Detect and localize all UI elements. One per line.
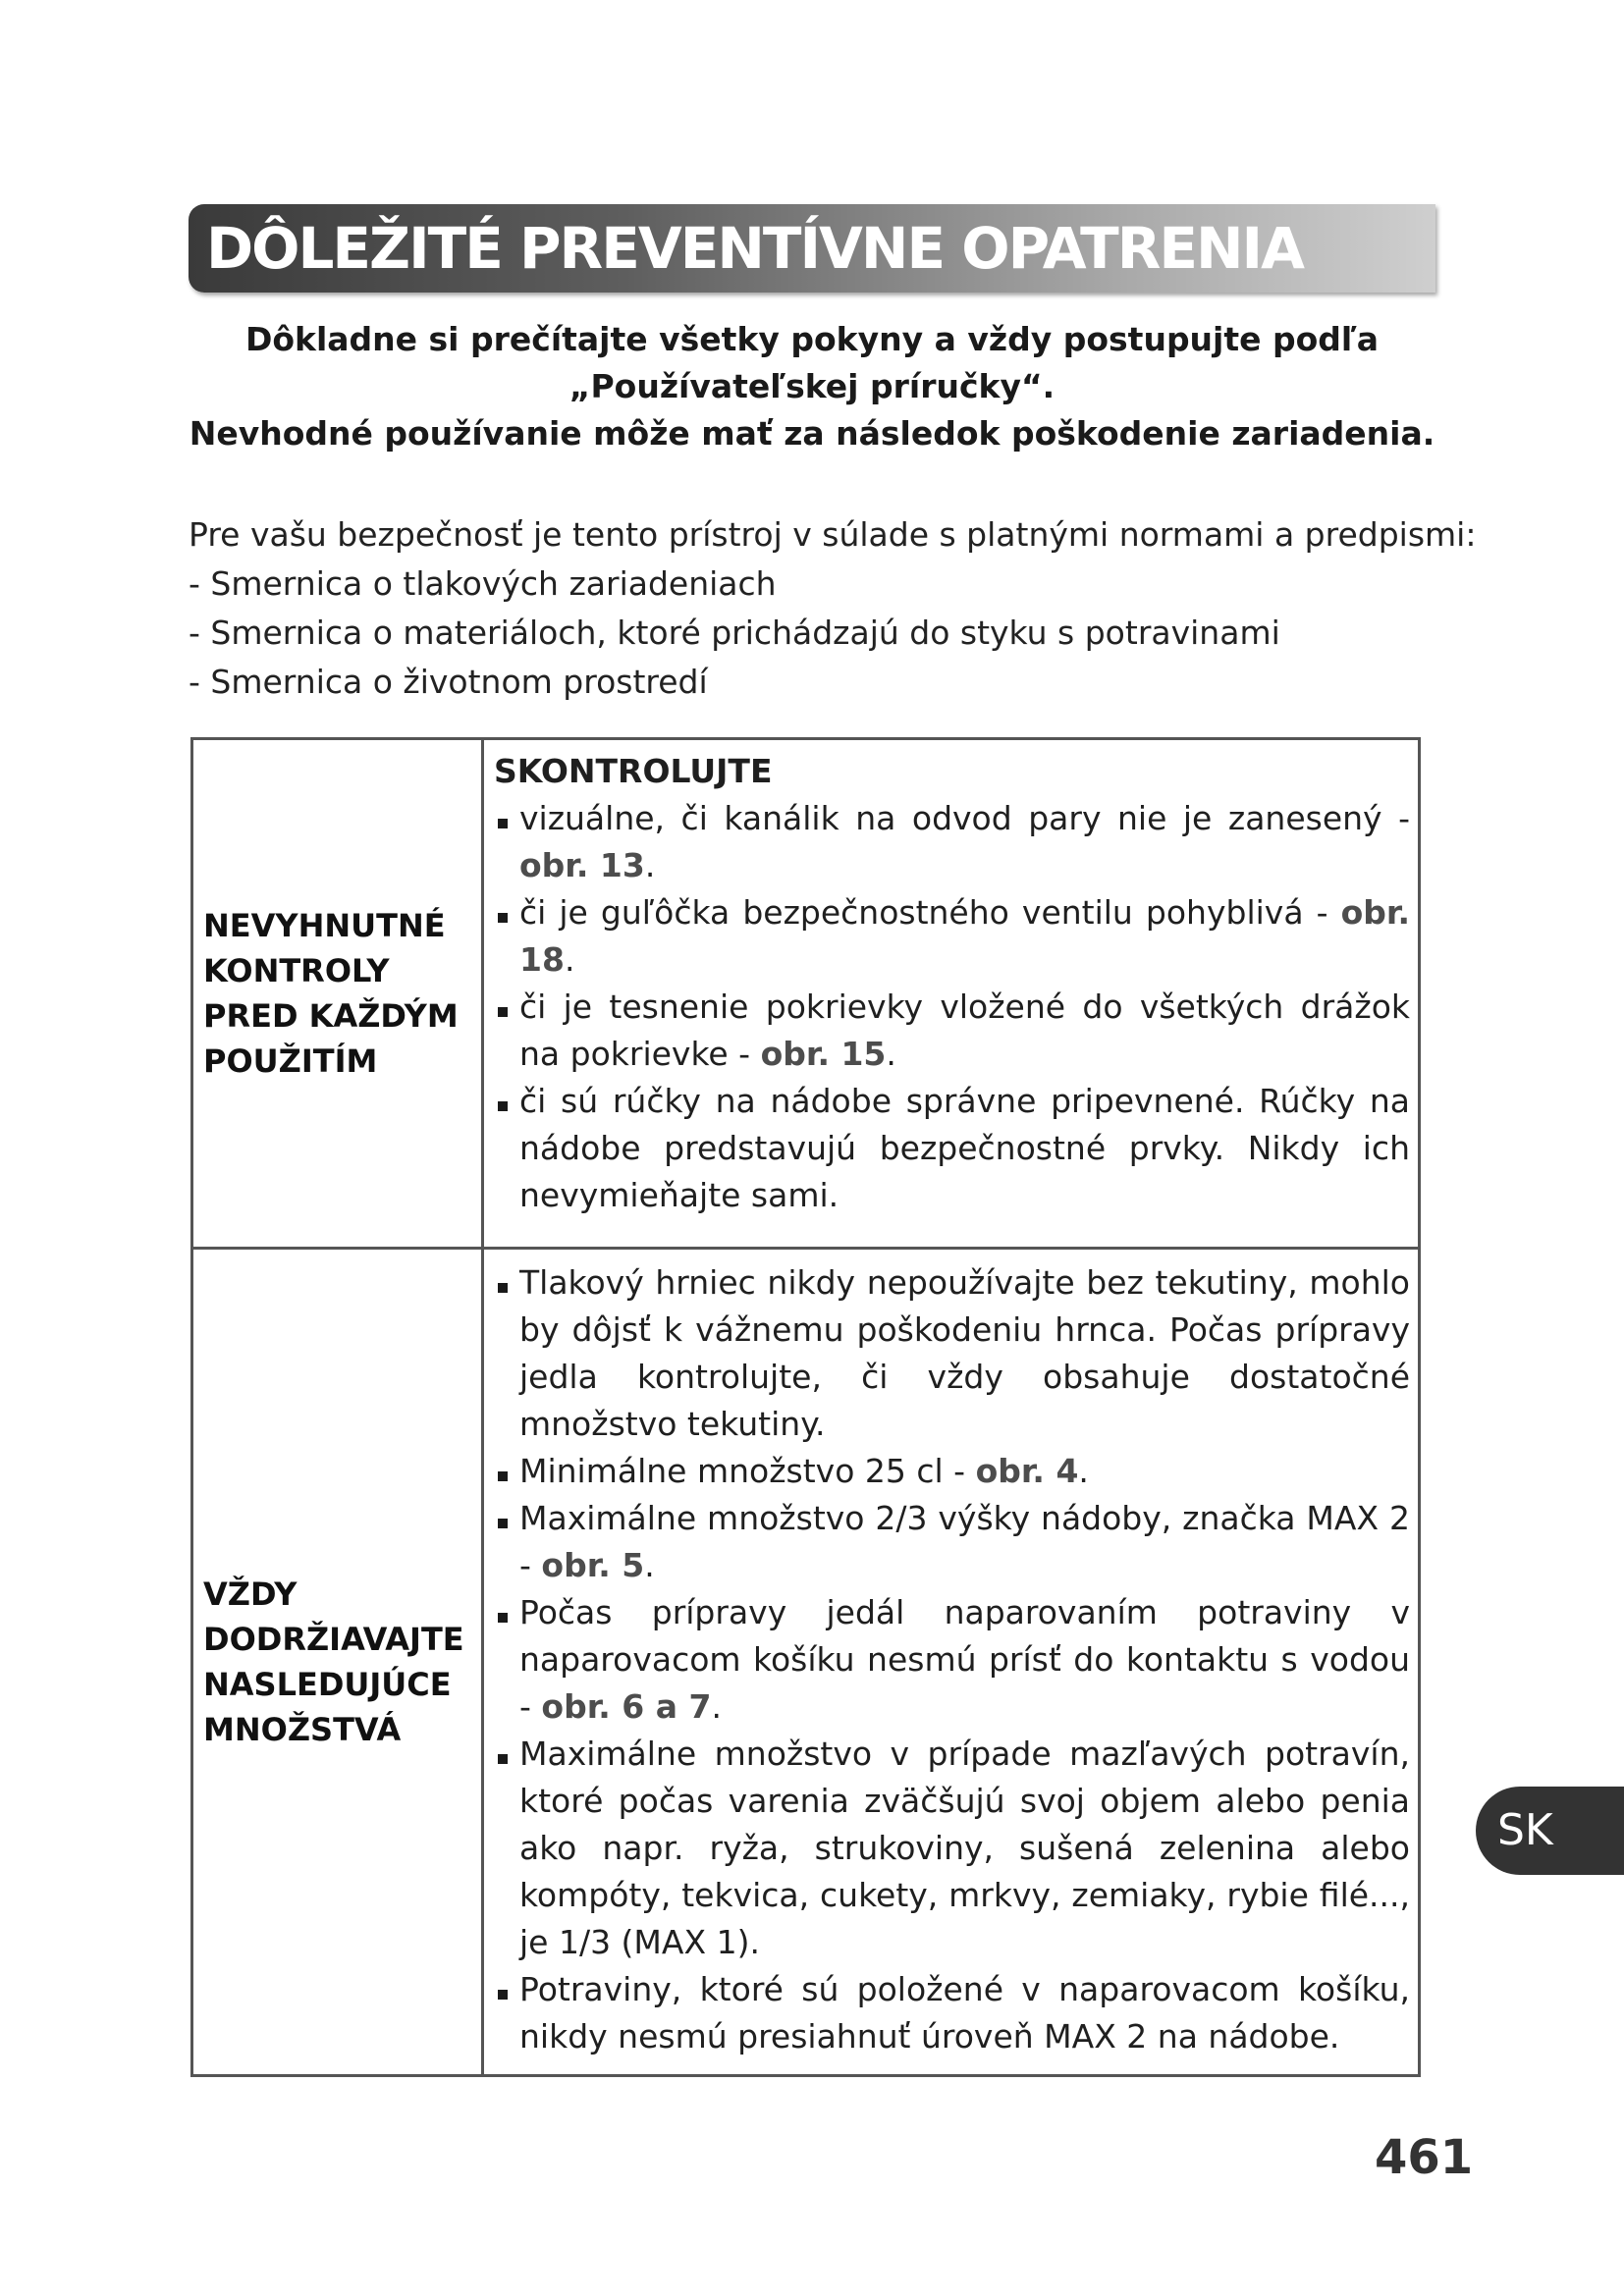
section-banner <box>189 204 1435 293</box>
row-label-line: MNOŽSTVÁ <box>203 1711 402 1748</box>
row-label-line: NEVYHNUTNÉ <box>203 907 446 944</box>
item-end: . <box>886 1035 896 1073</box>
row-label-line: DODRŽIAVAJTE <box>203 1621 464 1658</box>
item-end: . <box>564 940 575 979</box>
page-number: 461 <box>1375 2130 1474 2185</box>
table-row <box>192 739 1420 1249</box>
item-text: Potraviny, ktoré sú položené v naparovacom košíku, nikdy nesmú presiahnuť úroveň MAX 2 na nádobe. <box>519 1970 1410 2056</box>
item-end: . <box>711 1687 722 1726</box>
list-item <box>494 1259 1410 1448</box>
page-title: DÔLEŽITÉ PREVENTÍVNE OPATRENIA <box>206 215 1303 282</box>
row-label-line: PRED KAŽDÝM <box>203 997 459 1035</box>
list-item <box>494 889 1410 984</box>
figure-ref: obr. 4 <box>975 1452 1079 1490</box>
figure-ref: obr. 6 a 7 <box>541 1687 712 1726</box>
row-label-line: VŽDY <box>203 1575 298 1613</box>
item-end: . <box>1078 1452 1089 1490</box>
compliance-item: - Smernica o materiáloch, ktoré prichádzajú do styku s potravinami <box>189 614 1280 652</box>
intro-warning <box>189 316 1435 457</box>
compliance-lead: Pre vašu bezpečnosť je tento prístroj v súlade s platnými normami a predpismi: <box>189 515 1477 554</box>
item-end: . <box>644 1546 655 1584</box>
language-code: SK <box>1497 1805 1553 1855</box>
list-item <box>494 1495 1410 1589</box>
list-item <box>494 1731 1410 1966</box>
list-item <box>494 795 1410 889</box>
list-item <box>494 984 1410 1078</box>
intro-line: „Používateľskej príručky“. <box>568 367 1056 405</box>
compliance-item: - Smernica o tlakových zariadeniach <box>189 564 777 603</box>
language-tab <box>1476 1787 1624 1875</box>
item-text: či sú rúčky na nádobe správne pripevnené. Rúčky na nádobe predstavujú bezpečnostné prvky. Nikdy ich nevymieňajte sami. <box>519 1082 1410 1214</box>
row-content <box>483 1249 1420 2076</box>
item-text: Maximálne množstvo v prípade mazľavých potravín, ktoré počas varenia zväčšujú svoj objem alebo penia ako napr. ryža, strukoviny, sušená zelenina alebo kompóty, tekvica, cukety, mrkvy, zemiaky, rybie filé..., je 1/3 (MAX 1). <box>519 1735 1410 1961</box>
figure-ref: obr. 18 <box>519 893 1410 979</box>
list-item <box>494 1589 1410 1731</box>
intro-line: Nevhodné používanie môže mať za následok poškodenie zariadenia. <box>189 414 1435 453</box>
item-text: Minimálne množstvo 25 cl - <box>519 1452 976 1490</box>
row-label <box>192 1249 483 2076</box>
compliance-list <box>189 510 1494 707</box>
table-row <box>192 1249 1420 2076</box>
row-label <box>192 739 483 1249</box>
figure-ref: obr. 5 <box>541 1546 645 1584</box>
compliance-item: - Smernica o životnom prostredí <box>189 663 708 701</box>
item-text: Počas prípravy jedál naparovaním potraviny v naparovacom košíku nesmú prísť do kontaktu s vodou - <box>519 1593 1410 1726</box>
item-text: vizuálne, či kanálik na odvod pary nie je zanesený - <box>519 799 1410 837</box>
item-text: Maximálne množstvo 2/3 výšky nádoby, značka MAX 2 - <box>519 1499 1410 1584</box>
checklist-heading: SKONTROLUJTE <box>494 752 773 790</box>
item-text: Tlakový hrniec nikdy nepoužívajte bez tekutiny, mohlo by dôjsť k vážnemu poškodeniu hrnca. Počas prípravy jedla kontrolujte, či vždy obsahuje dostatočné množstvo tekutiny. <box>519 1263 1410 1443</box>
intro-line: Dôkladne si prečítajte všetky pokyny a vždy postupujte podľa <box>244 320 1380 358</box>
precautions-table <box>190 737 1421 2077</box>
figure-ref: obr. 15 <box>760 1035 887 1073</box>
item-end: . <box>644 846 656 884</box>
row-label-line: POUŽITÍM <box>203 1042 378 1080</box>
row-label-line: KONTROLY <box>203 952 390 989</box>
figure-ref: obr. 13 <box>519 846 645 884</box>
row-label-line: NASLEDUJÚCE <box>203 1666 452 1703</box>
item-text: či je tesnenie pokrievky vložené do všetkých drážok na pokrievke - <box>519 988 1410 1073</box>
list-item <box>494 1448 1410 1495</box>
item-text: či je guľôčka bezpečnostného ventilu pohyblivá - <box>519 893 1341 932</box>
list-item <box>494 1078 1410 1219</box>
list-item <box>494 1966 1410 2060</box>
row-content <box>483 739 1420 1249</box>
